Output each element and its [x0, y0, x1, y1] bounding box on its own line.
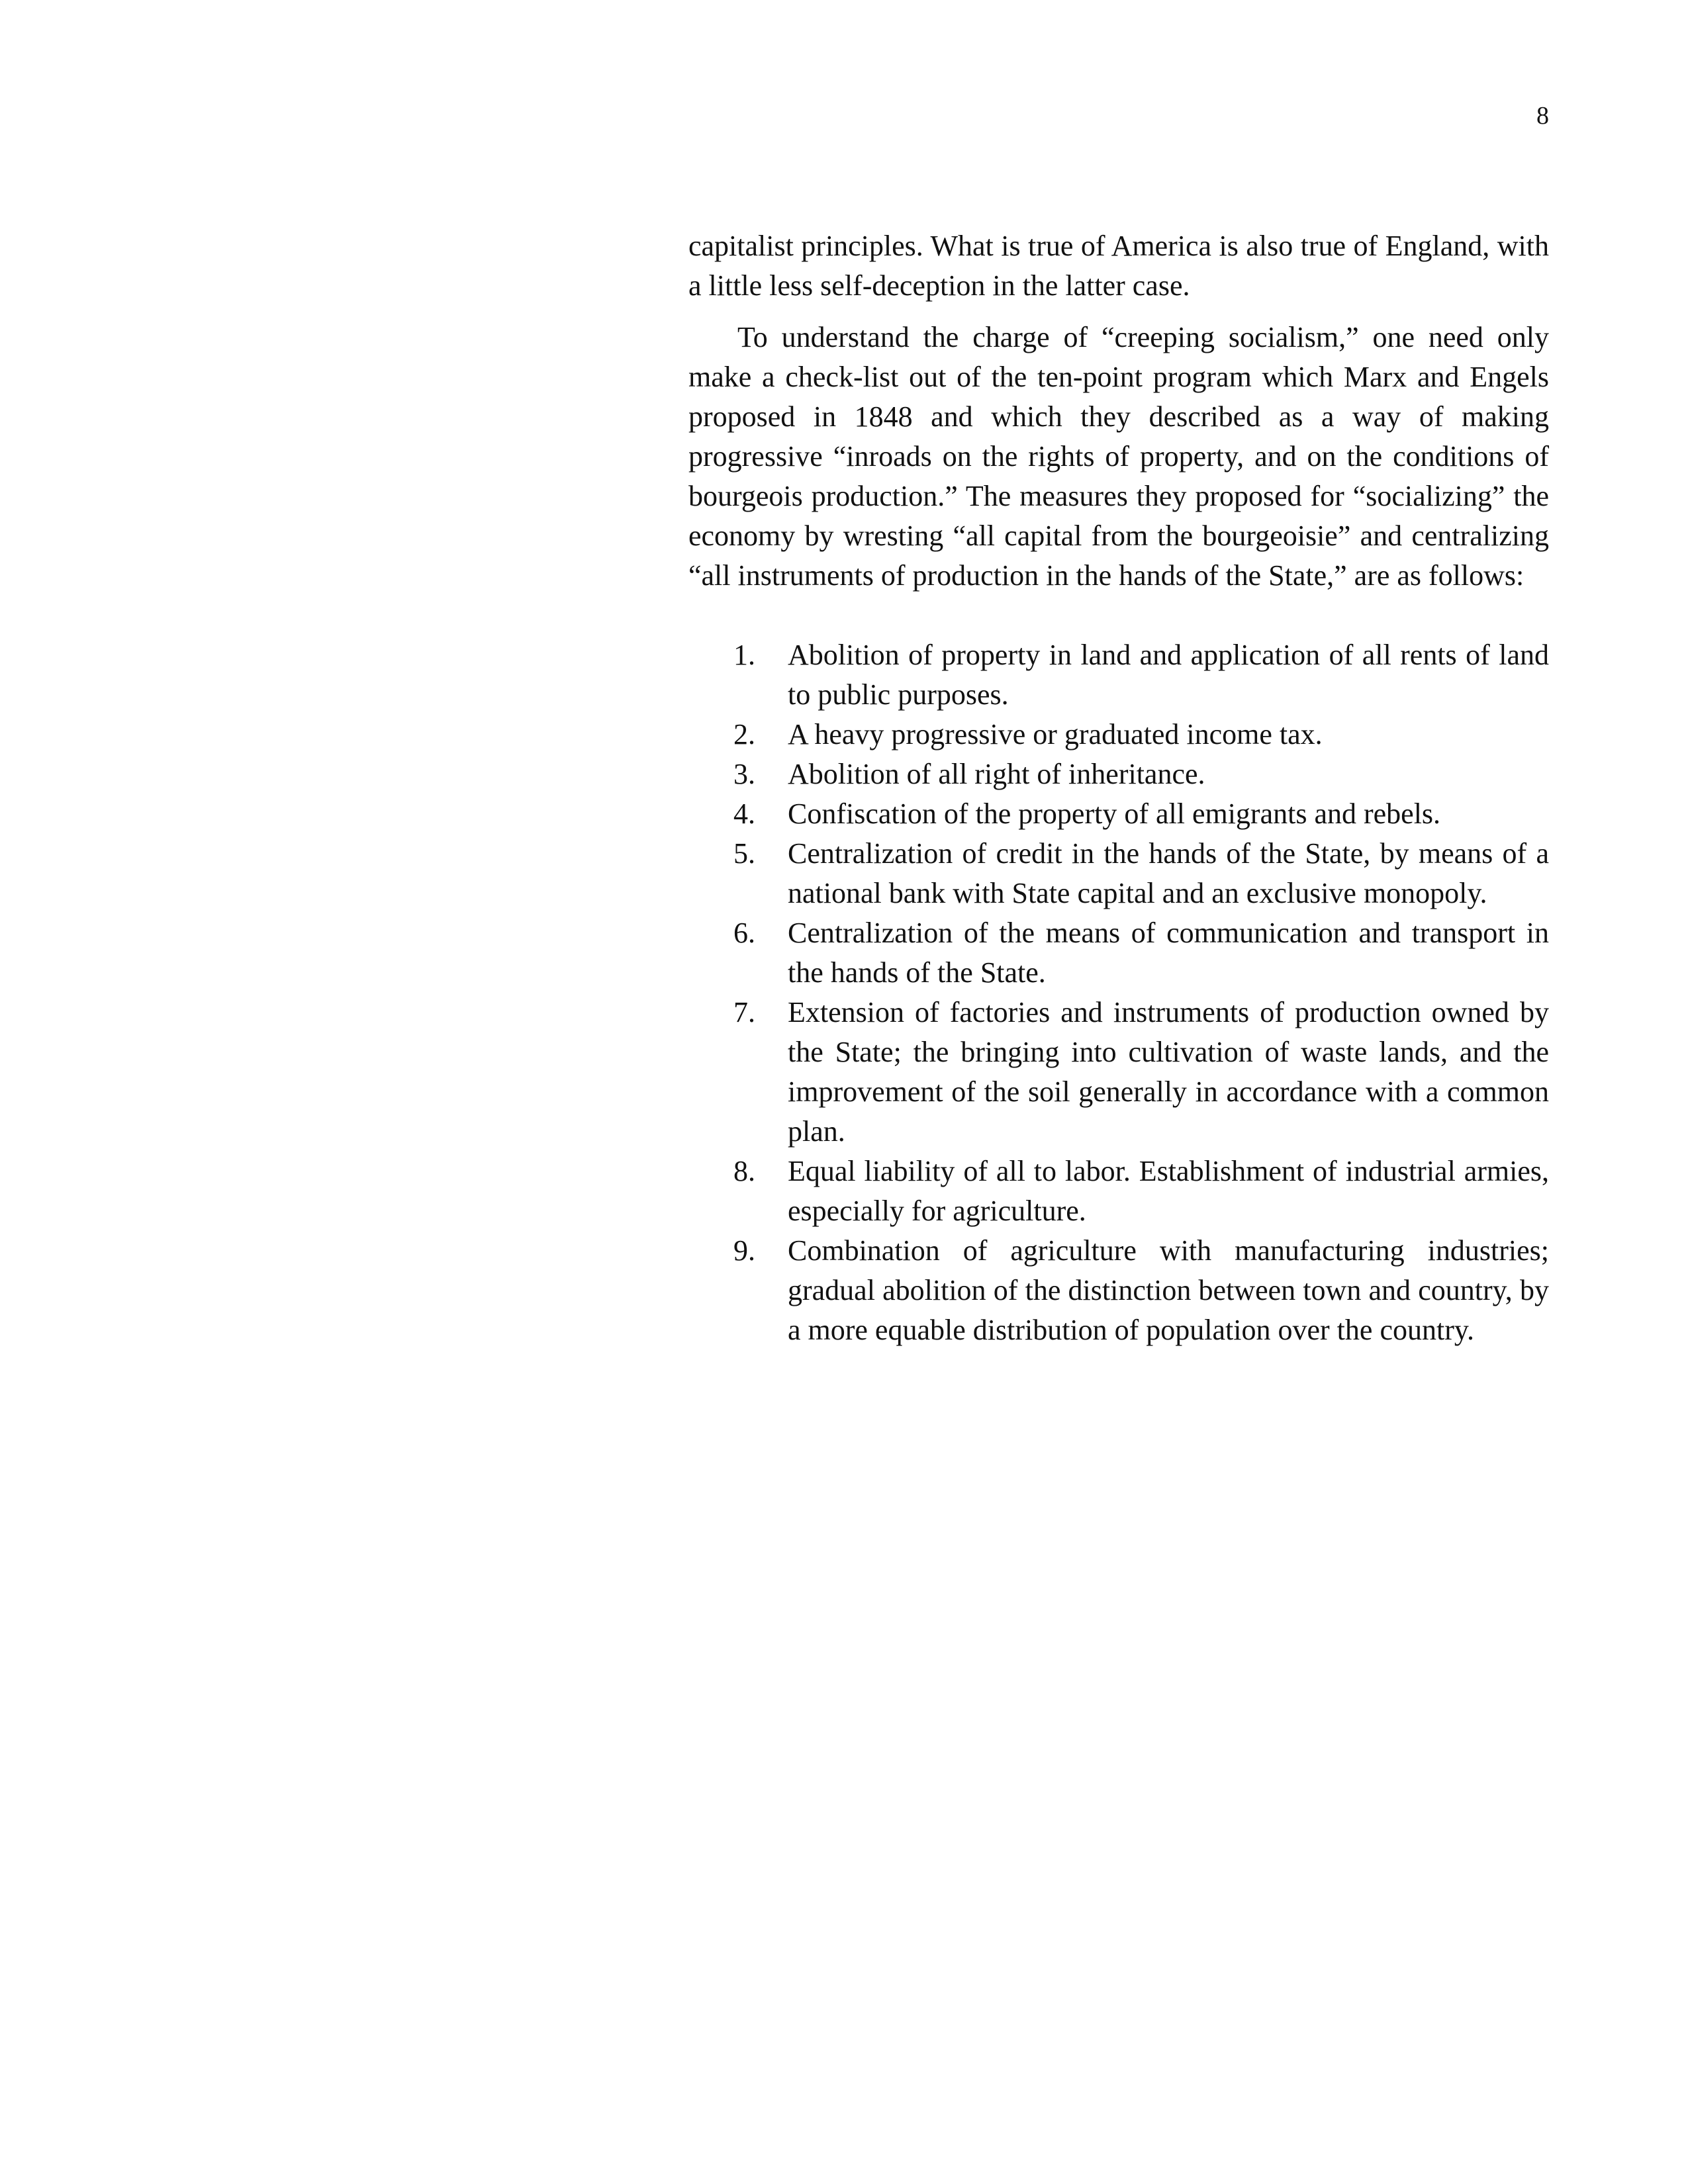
- paragraph-creeping-socialism: To understand the charge of “creeping socialism,” one need only make a check-list out of the ten-point program which Marx and Engels proposed in 1848 and which they described as a way of making progressive “inroads on the rights of property, and on the conditions of bourgeois production.” The measures they proposed for “socializing” the economy by wresting “all capital from the bourgeoisie” and centralizing “all instruments of production in the hands of the State,” are as follows:: [688, 321, 1549, 592]
- list-item-text: Centralization of credit in the hands of the State, by means of a national bank with State capital and an exclusive monopoly.: [788, 837, 1549, 909]
- list-item: [688, 993, 1549, 1152]
- body-text: [688, 226, 1549, 1350]
- list-item-number: 6.: [733, 917, 755, 949]
- list-item-text: Confiscation of the property of all emigrants and rebels.: [788, 797, 1441, 830]
- list-item: [688, 715, 1549, 754]
- list-item-text: A heavy progressive or graduated income tax.: [788, 718, 1323, 751]
- paragraph-continuation: capitalist principles. What is true of America is also true of England, with a little less self-deception in the latter case.: [688, 230, 1549, 302]
- list-item-text: Equal liability of all to labor. Establishment of industrial armies, especially for agriculture.: [788, 1155, 1549, 1227]
- list-item-number: 3.: [733, 758, 755, 790]
- list-item-number: 1.: [733, 639, 755, 671]
- list-item-text: Abolition of all right of inheritance.: [788, 758, 1205, 790]
- list-item-text: Abolition of property in land and application of all rents of land to public purposes.: [788, 639, 1549, 711]
- list-item-text: Combination of agriculture with manufacturing industries; gradual abolition of the distinction between town and country, by a more equable distribution of population over the country.: [788, 1234, 1549, 1346]
- ten-point-program-list: [688, 635, 1549, 1350]
- list-item: [688, 1152, 1549, 1231]
- list-item-text: Centralization of the means of communication and transport in the hands of the State.: [788, 917, 1549, 989]
- list-item: [688, 834, 1549, 913]
- list-item-number: 9.: [733, 1234, 755, 1267]
- list-item-number: 4.: [733, 797, 755, 830]
- page-number: 8: [1536, 102, 1549, 130]
- list-item-text: Extension of factories and instruments of production owned by the State; the bringing into cultivation of waste lands, and the improvement of the soil generally in accordance with a common plan.: [788, 996, 1549, 1148]
- list-item: [688, 1231, 1549, 1350]
- list-item-number: 5.: [733, 837, 755, 870]
- list-item-number: 2.: [733, 718, 755, 751]
- list-item: [688, 913, 1549, 993]
- list-item: [688, 635, 1549, 715]
- list-item: [688, 754, 1549, 794]
- list-item-number: 8.: [733, 1155, 755, 1187]
- list-item: [688, 794, 1549, 834]
- list-item-number: 7.: [733, 996, 755, 1028]
